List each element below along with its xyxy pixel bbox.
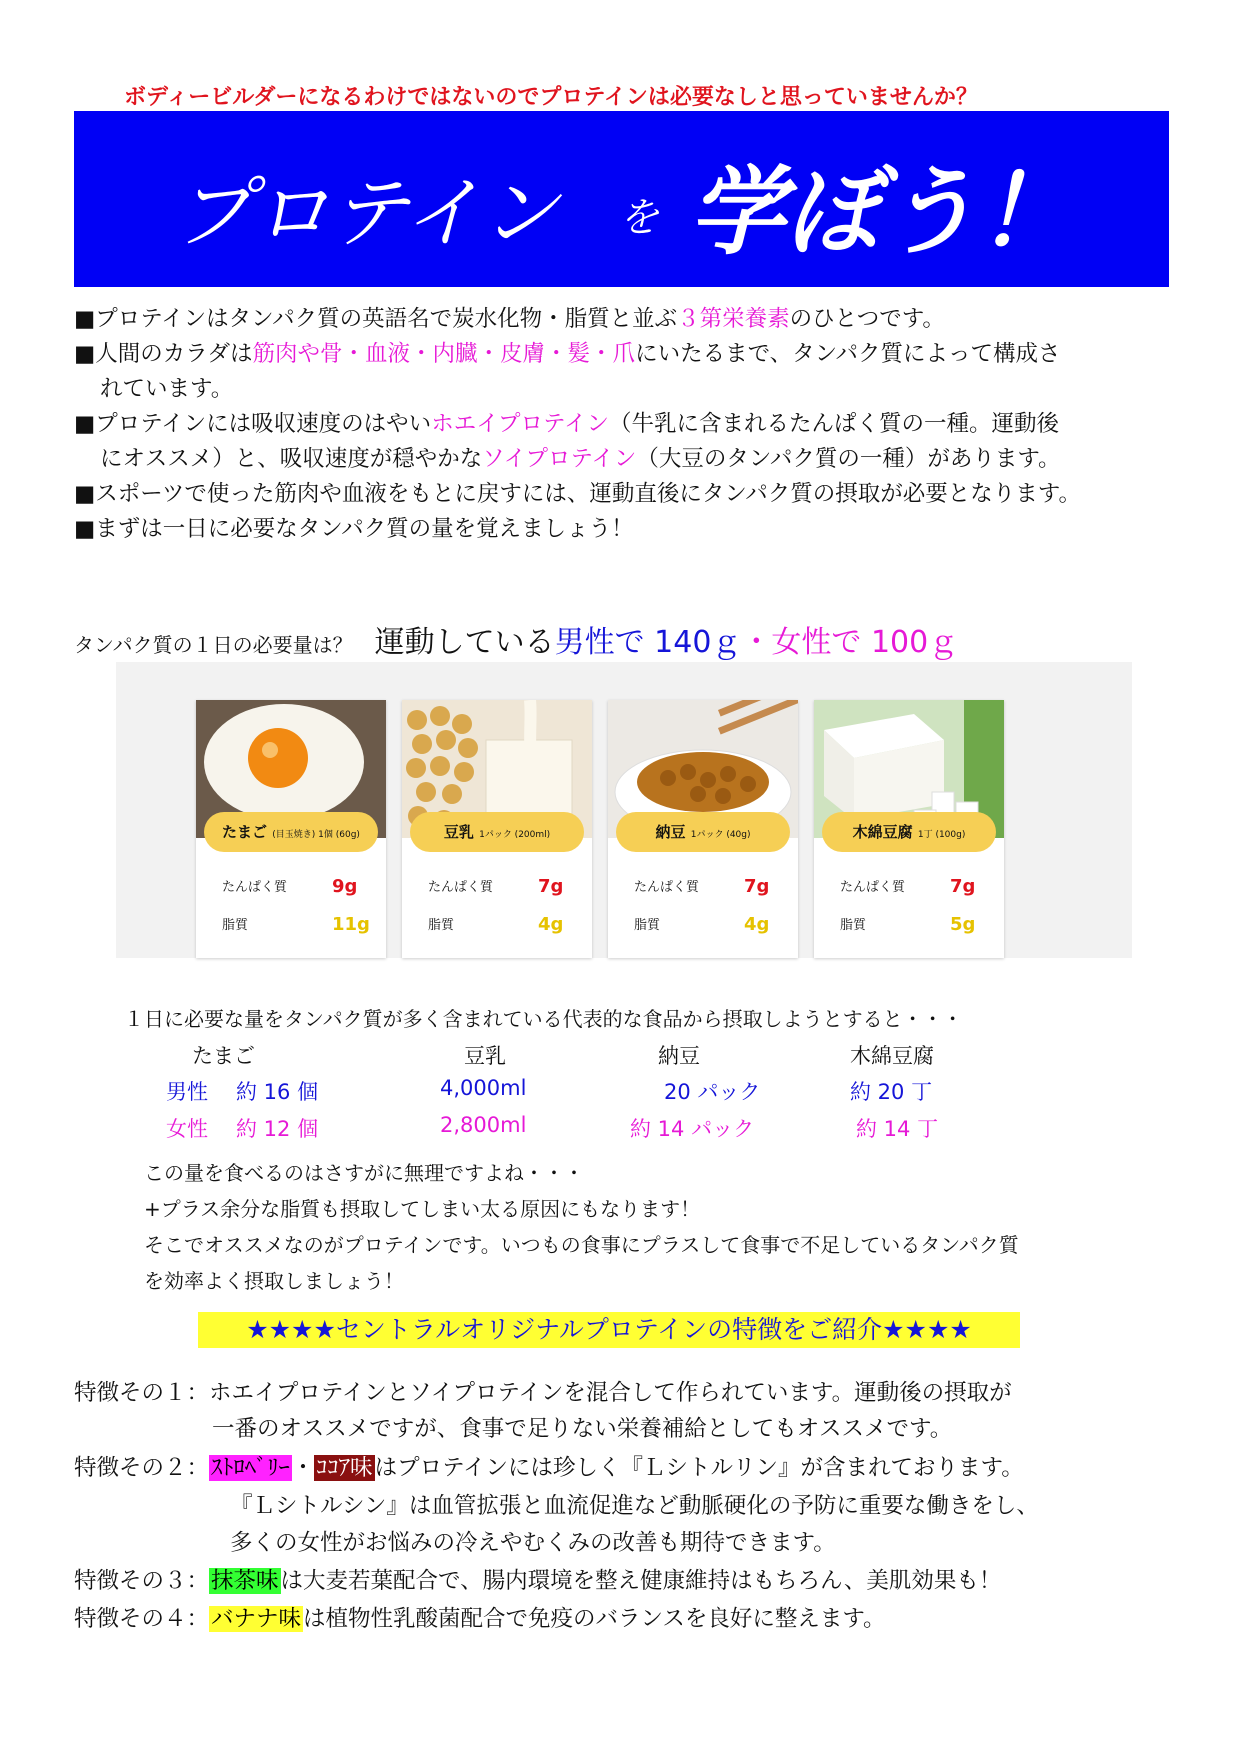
feature-1-cont: 一番のオススメですが、食事で足りない栄養補給としてもオススメです。 bbox=[212, 1416, 953, 1442]
table-cell: 約 14 丁 bbox=[856, 1117, 939, 1141]
features-heading: ★★★★セントラルオリジナルプロテインの特徴をご紹介★★★★ bbox=[198, 1312, 1020, 1348]
food-card-tofu: 木綿豆腐 1丁 (100g) たんぱく質 7g 脂質 5g bbox=[814, 700, 1004, 958]
food-label: 豆乳 1パック (200ml) bbox=[410, 812, 584, 852]
food-card-egg: たまご (目玉焼き) 1個 (60g) たんぱく質 9g 脂質 11g bbox=[196, 700, 386, 958]
table-cell: 約 20 丁 bbox=[850, 1080, 933, 1104]
food-label: 木綿豆腐 1丁 (100g) bbox=[822, 812, 996, 852]
calc-intro: １日に必要な量をタンパク質が多く含まれている代表的な食品から摂取しようとすると・・・ bbox=[124, 1007, 963, 1031]
intro-paragraphs bbox=[74, 302, 1184, 547]
table-cell: 4,000ml bbox=[440, 1076, 527, 1100]
cocoa-highlight: ｺｺｱ味 bbox=[316, 1455, 373, 1481]
intro-line: ■プロテインには吸収速度のはやいホエイプロテイン（牛乳に含まれるたんぱく質の一種。運動後 bbox=[74, 411, 1059, 437]
intro-line: にオススメ）と、吸収速度が穏やかなソイプロテイン（大豆のタンパク質の一種）があります。 bbox=[100, 446, 1061, 472]
intro-line: ■スポーツで使った筋肉や血液をもとに戻すには、運動直後にタンパク質の摂取が必要となります。 bbox=[74, 481, 1081, 507]
female-label: 女性 bbox=[166, 1117, 208, 1141]
feature-2: 特徴その２：ｽﾄﾛﾍﾞﾘｰ・ｺｺｱ味はプロテインには珍しく『Ｌシトルリン』が含まれております。 bbox=[74, 1455, 1024, 1481]
table-cell: 約 16 個 bbox=[236, 1080, 319, 1104]
table-header: 木綿豆腐 bbox=[850, 1044, 934, 1068]
strawberry-highlight: ｽﾄﾛﾍﾞﾘｰ bbox=[211, 1455, 290, 1481]
table-cell: 20 パック bbox=[664, 1080, 761, 1104]
feature-2-cont: 『Ｌシトルシン』は血管拡張と血流促進など動脈硬化の予防に重要な働きをし、 bbox=[230, 1493, 1039, 1519]
banner-title: プロテイン bbox=[174, 169, 559, 259]
table-header: たまご bbox=[192, 1044, 255, 1068]
daily-need-line: タンパク質の１日の必要量は？ 運動している男性で 140ｇ・女性で 100ｇ bbox=[74, 625, 959, 660]
table-cell: 約 12 個 bbox=[236, 1117, 319, 1141]
protein-value: 9g bbox=[332, 876, 358, 897]
headline-question: ボディービルダーになるわけではないのでプロテインは必要なしと思っていませんか？ bbox=[124, 85, 978, 110]
matcha-highlight: 抹茶味 bbox=[211, 1568, 279, 1594]
male-label: 男性 bbox=[166, 1080, 208, 1104]
feature-3: 特徴その３：抹茶味は大麦若葉配合で、腸内環境を整え健康維持はもちろん、美肌効果も！ bbox=[74, 1568, 1002, 1594]
food-label: 納豆 1パック (40g) bbox=[616, 812, 790, 852]
food-label: たまご (目玉焼き) 1個 (60g) bbox=[204, 812, 378, 852]
banana-highlight: バナナ味 bbox=[211, 1606, 302, 1632]
table-header: 納豆 bbox=[658, 1044, 700, 1068]
intro-line: ■プロテインはタンパク質の英語名で炭水化物・脂質と並ぶ３第栄養素のひとつです。 bbox=[74, 306, 945, 332]
calc-note: そこでオススメなのがプロテインです。いつもの食事にプラスして食事で不足しているタンパク質 bbox=[144, 1233, 1019, 1257]
calc-note: +プラス余分な脂質も摂取してしまい太る原因にもなります！ bbox=[144, 1197, 701, 1221]
protein-value: 7g bbox=[950, 876, 976, 897]
fat-value: 11g bbox=[332, 914, 370, 935]
banner-particle: を bbox=[619, 195, 659, 241]
protein-value: 7g bbox=[744, 876, 770, 897]
food-card-soymilk: 豆乳 1パック (200ml) たんぱく質 7g 脂質 4g bbox=[402, 700, 592, 958]
feature-4: 特徴その４：バナナ味は植物性乳酸菌配合で免疫のバランスを良好に整えます。 bbox=[74, 1606, 886, 1632]
fat-value: 4g bbox=[744, 914, 770, 935]
intro-line: れています。 bbox=[100, 376, 234, 402]
intro-line: ■まずは一日に必要なタンパク質の量を覚えましょう！ bbox=[74, 516, 634, 542]
banner-learn: 学ぼう！ bbox=[689, 156, 1073, 268]
calc-note: を効率よく摂取しましょう！ bbox=[144, 1269, 404, 1293]
food-card-natto: 納豆 1パック (40g) たんぱく質 7g 脂質 4g bbox=[608, 700, 798, 958]
female-need: 女性で 100ｇ bbox=[771, 625, 959, 660]
food-nutrition-panel bbox=[116, 662, 1132, 958]
protein-value: 7g bbox=[538, 876, 564, 897]
title-banner bbox=[74, 111, 1169, 287]
table-cell: 約 14 パック bbox=[630, 1117, 755, 1141]
male-need: 男性で 140ｇ bbox=[554, 625, 742, 660]
intro-line: ■人間のカラダは筋肉や骨・血液・内臓・皮膚・髪・爪にいたるまで、タンパク質によって構成さ bbox=[74, 341, 1061, 367]
fat-value: 4g bbox=[538, 914, 564, 935]
feature-1: 特徴その１：ホエイプロテインとソイプロテインを混合して作られています。運動後の摂取が bbox=[74, 1380, 1012, 1406]
feature-2-cont: 多くの女性がお悩みの冷えやむくみの改善も期待できます。 bbox=[230, 1530, 836, 1556]
fat-value: 5g bbox=[950, 914, 976, 935]
calc-note: この量を食べるのはさすがに無理ですよね・・・ bbox=[144, 1161, 584, 1185]
daily-need-question: タンパク質の１日の必要量は？ bbox=[74, 633, 353, 657]
table-cell: 2,800ml bbox=[440, 1113, 527, 1137]
table-header: 豆乳 bbox=[464, 1044, 506, 1068]
